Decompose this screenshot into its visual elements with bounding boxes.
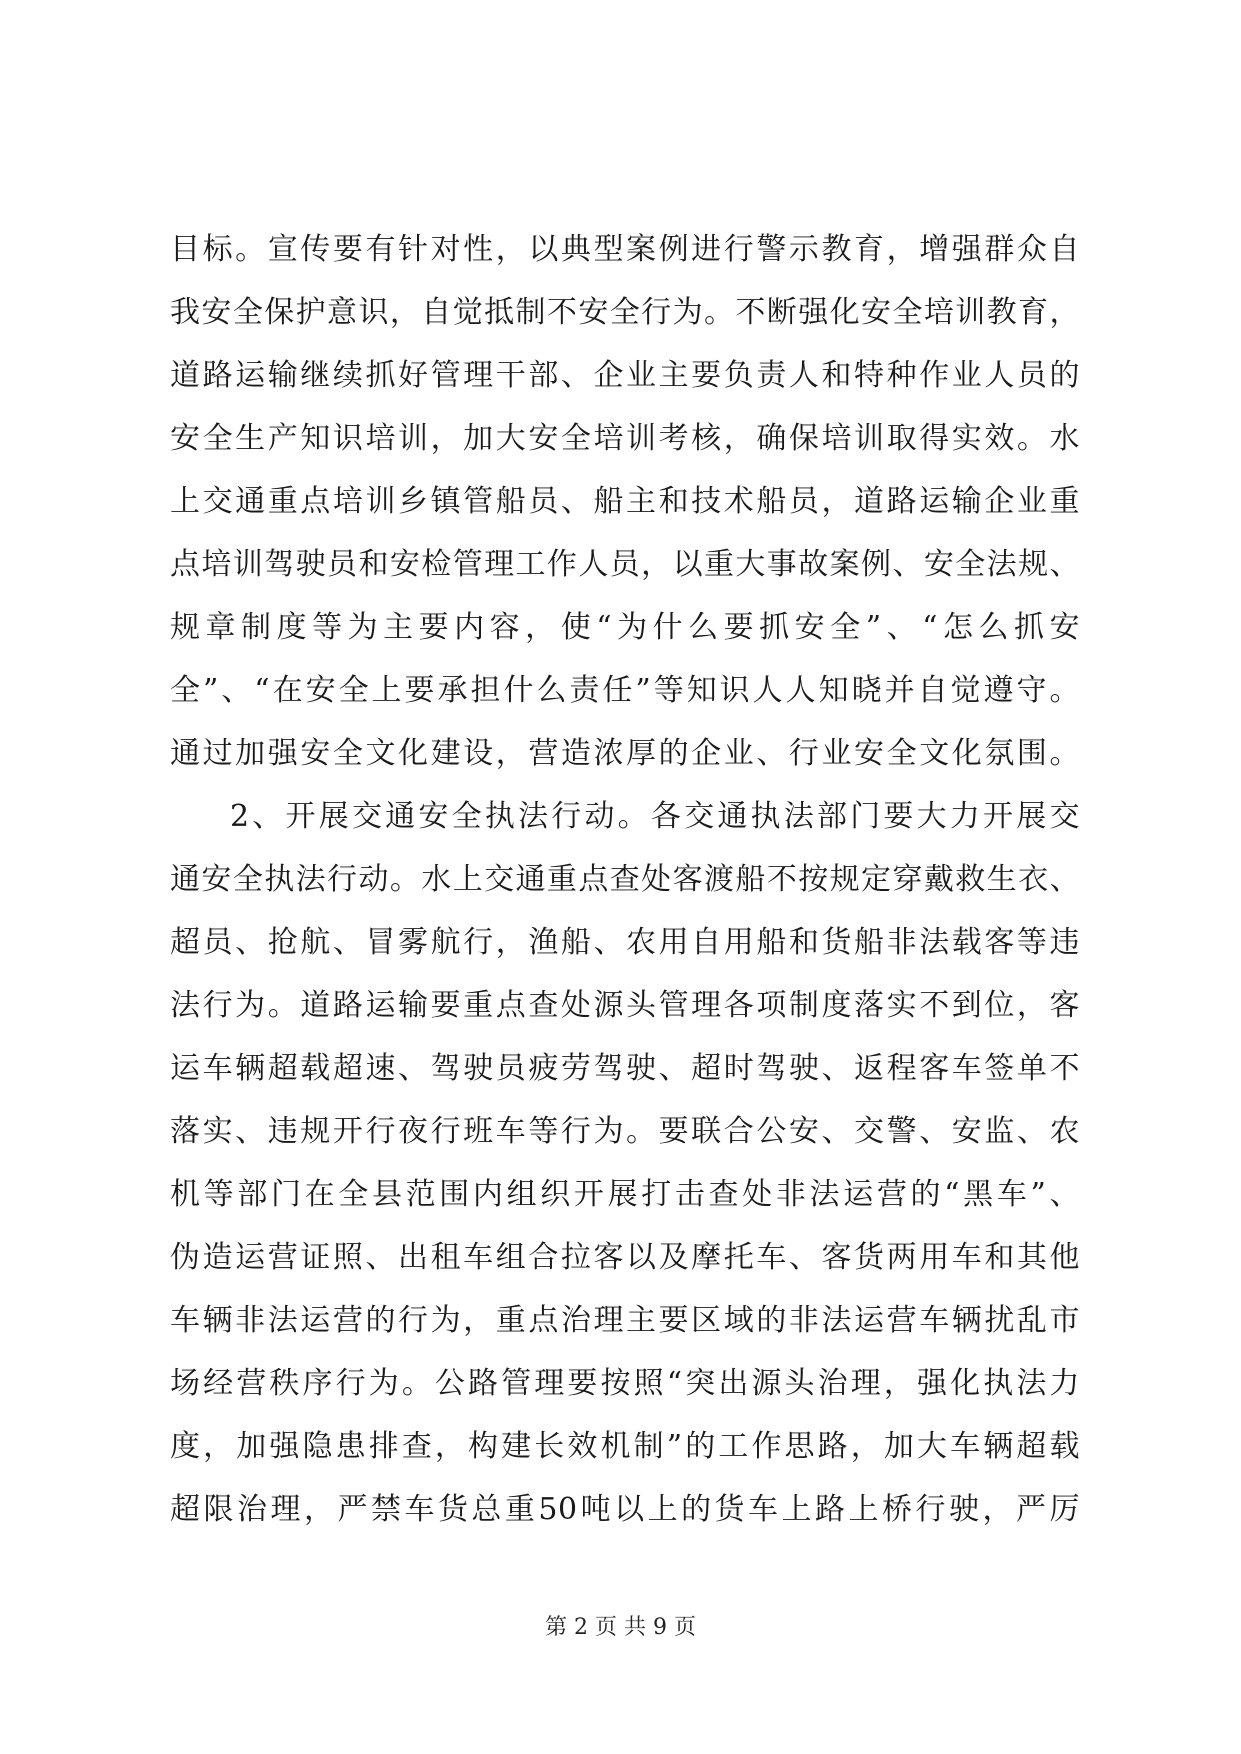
page-number-footer: 第 2 页 共 9 页 bbox=[545, 1615, 696, 1640]
text-line: 度，加强隐患排查，构建长效机制”的工作思路，加大车辆超载 bbox=[170, 1429, 1080, 1464]
text-line: 伪造运营证照、出租车组合拉客以及摩托车、客货两用车和其他 bbox=[170, 1240, 1080, 1275]
text-line: 落实、违规开行夜行班车等行为。要联合公安、交警、安监、农 bbox=[170, 1114, 1080, 1149]
text-line: 车辆非法运营的行为，重点治理主要区域的非法运营车辆扰乱市 bbox=[170, 1303, 1080, 1338]
text-line: 超限治理，严禁车货总重50吨以上的货车上路上桥行驶，严厉 bbox=[170, 1492, 1080, 1527]
text-line: 场经营秩序行为。公路管理要按照“突出源头治理，强化执法力 bbox=[170, 1366, 1080, 1401]
text-line: 上交通重点培训乡镇管船员、船主和技术船员，道路运输企业重 bbox=[170, 484, 1080, 519]
text-line: 法行为。道路运输要重点查处源头管理各项制度落实不到位，客 bbox=[170, 988, 1080, 1023]
document-body bbox=[170, 218, 1080, 1541]
text-line: 安全生产知识培训，加大安全培训考核，确保培训取得实效。水 bbox=[170, 421, 1080, 456]
text-line: 目标。宣传要有针对性，以典型案例进行警示教育，增强群众自 bbox=[170, 232, 1080, 267]
paragraph-first-line: 2、开展交通安全执法行动。各交通执法部门要大力开展交 bbox=[230, 799, 1080, 834]
text-line: 全”、“在安全上要承担什么责任”等知识人人知晓并自觉遵守。 bbox=[170, 673, 1080, 708]
text-line: 通过加强安全文化建设，营造浓厚的企业、行业安全文化氛围。 bbox=[170, 736, 1080, 771]
text-line: 我安全保护意识，自觉抵制不安全行为。不断强化安全培训教育， bbox=[170, 295, 1080, 330]
text-line: 点培训驾驶员和安检管理工作人员，以重大事故案例、安全法规、 bbox=[170, 547, 1080, 582]
text-line: 通安全执法行动。水上交通重点查处客渡船不按规定穿戴救生衣、 bbox=[170, 862, 1080, 897]
text-line: 规章制度等为主要内容，使“为什么要抓安全”、“怎么抓安 bbox=[170, 610, 1080, 645]
text-line: 道路运输继续抓好管理干部、企业主要负责人和特种作业人员的 bbox=[170, 358, 1080, 393]
text-line: 运车辆超载超速、驾驶员疲劳驾驶、超时驾驶、返程客车签单不 bbox=[170, 1051, 1080, 1086]
text-line: 超员、抢航、冒雾航行，渔船、农用自用船和货船非法载客等违 bbox=[170, 925, 1080, 960]
text-line: 机等部门在全县范围内组织开展打击查处非法运营的“黑车”、 bbox=[170, 1177, 1080, 1212]
